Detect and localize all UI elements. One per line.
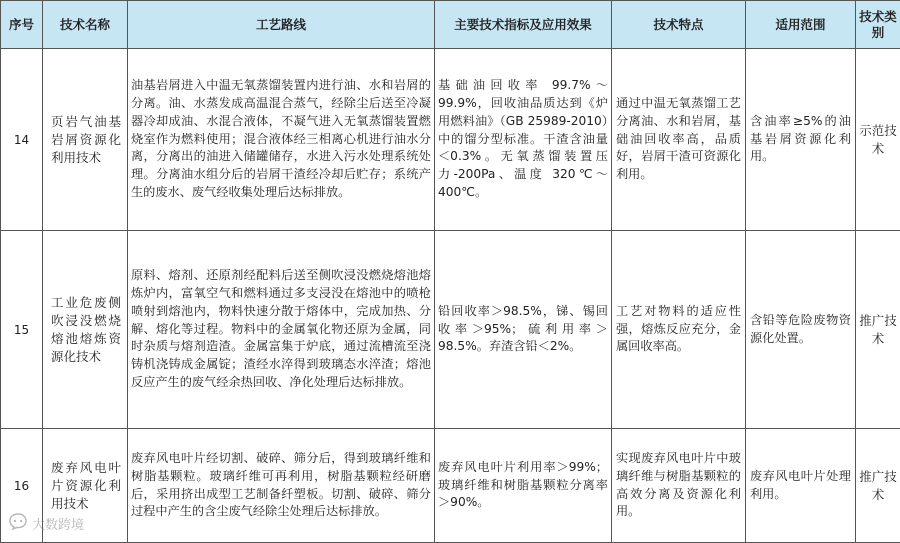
header-index: 序号 bbox=[1, 1, 43, 49]
header-metrics: 主要技术指标及应用效果 bbox=[435, 1, 612, 49]
row-index: 16 bbox=[1, 429, 43, 543]
table-row bbox=[1, 231, 900, 429]
row-category: 示范技术 bbox=[856, 49, 900, 231]
row-metrics: 铅回收率＞98.5%，锑、锡回收率＞95%；硫利用率＞98.5%。弃渣含铅＜2%。 bbox=[435, 231, 612, 429]
row-process: 原料、熔剂、还原剂经配料后送至侧吹浸没燃烧熔池熔炼炉内，富氧空气和燃料通过多支浸没在熔池中的喷枪喷射到熔池内，物料快速分散于熔体中，完成加热、分解、熔化等过程。物料中的金属氧化物还原为金属，同时杂质与熔剂造渣。金属富集于炉底，通过流槽流至浇铸机浇铸成金属锭；渣经水淬得到玻璃态水淬渣；熔池反应产生的废气经余热回收、净化处理后达标排放。 bbox=[128, 231, 435, 429]
row-scope: 含铅等危险废物资源化处置。 bbox=[746, 231, 856, 429]
row-tech-name: 工业危废侧吹浸没燃烧熔池熔炼资源化技术 bbox=[43, 231, 128, 429]
table-row bbox=[1, 49, 900, 231]
row-features: 实现废弃风电叶片中玻璃纤维与树脂基颗粒的高效分离及资源化利用。 bbox=[612, 429, 746, 543]
header-name: 技术名称 bbox=[43, 1, 128, 49]
header-features: 技术特点 bbox=[612, 1, 746, 49]
row-tech-name: 废弃风电叶片资源化利用技术 bbox=[43, 429, 128, 543]
row-features: 通过中温无氧蒸馏工艺分离油、水和岩屑，基础油回收率高，品质好，岩屑干渣可资源化利用。 bbox=[612, 49, 746, 231]
header-scope: 适用范围 bbox=[746, 1, 856, 49]
row-metrics: 基础油回收率 99.7%～99.9%，回收油品质达到《炉用燃料油》（GB 25989-2010）中的馏分型标准。干渣含油量＜0.3%。无氧蒸馏装置压力-200Pa、温度 320℃～400℃。 bbox=[435, 49, 612, 231]
row-category: 推广技术 bbox=[856, 231, 900, 429]
table-row bbox=[1, 429, 900, 543]
row-index: 15 bbox=[1, 231, 43, 429]
row-scope: 废弃风电叶片处理利用。 bbox=[746, 429, 856, 543]
watermark-text: 大数跨境 bbox=[32, 514, 84, 533]
header-process: 工艺路线 bbox=[128, 1, 435, 49]
row-scope: 含油率≥5%的油基岩屑资源化利用。 bbox=[746, 49, 856, 231]
row-process: 废弃风电叶片经切割、破碎、筛分后，得到玻璃纤维和树脂基颗粒。玻璃纤维可再利用，树脂基颗粒经研磨后，采用挤出成型工艺制备纤塑板。切割、破碎、筛分过程中产生的含尘废气经除尘处理后达标排放。 bbox=[128, 429, 435, 543]
row-metrics: 废弃风电叶片利用率＞99%；玻璃纤维和树脂基颗粒分离率＞90%。 bbox=[435, 429, 612, 543]
row-process: 油基岩屑进入中温无氧蒸馏装置内进行油、水和岩屑的分离。油、水蒸发成高温混合蒸气，经除尘后送至冷凝器冷却成油、水混合液体，不凝气进入无氧蒸馏装置燃烧室作为燃料使用；混合液体经三相离心机进行油水分离，分离出的油进入储罐储存，水进入污水处理系统处理。分离油水组分后的岩屑干渣经冷却后贮存；系统产生的废水、废气经收集处理后达标排放。 bbox=[128, 49, 435, 231]
row-tech-name: 页岩气油基岩屑资源化利用技术 bbox=[43, 49, 128, 231]
header-category: 技术类别 bbox=[856, 1, 900, 49]
row-index: 14 bbox=[1, 49, 43, 231]
header-row bbox=[1, 1, 900, 49]
row-features: 工艺对物料的适应性强，熔炼反应充分，金属回收率高。 bbox=[612, 231, 746, 429]
row-category: 推广技术 bbox=[856, 429, 900, 543]
